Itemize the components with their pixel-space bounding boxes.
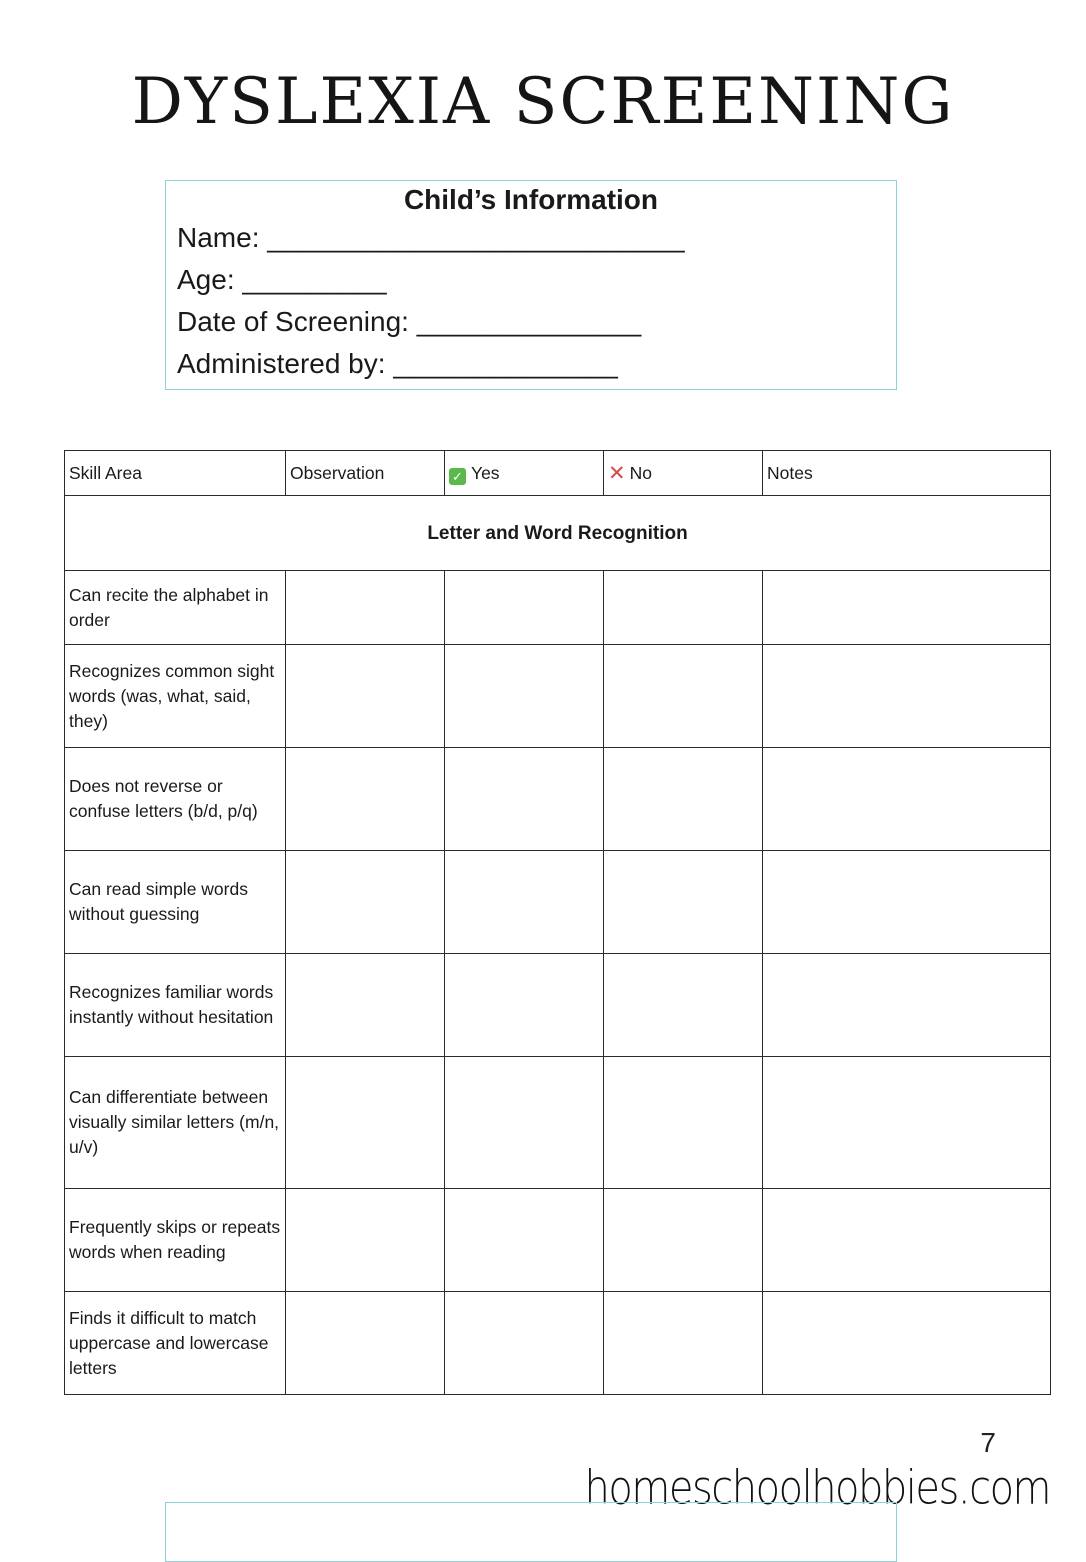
yes-cell[interactable]	[445, 748, 604, 851]
yes-cell[interactable]	[445, 954, 604, 1057]
skill-cell: Recognizes familiar words instantly without hesitation	[65, 954, 286, 1057]
date-blank[interactable]: ______________	[416, 306, 642, 337]
notes-cell[interactable]	[763, 1189, 1051, 1292]
yes-cell[interactable]	[445, 1189, 604, 1292]
no-cell[interactable]	[604, 645, 763, 748]
screening-table	[64, 450, 1051, 1395]
name-field[interactable]	[166, 217, 896, 259]
observation-cell[interactable]	[286, 954, 445, 1057]
no-cell[interactable]	[604, 1292, 763, 1395]
no-cell[interactable]	[604, 748, 763, 851]
header-yes-label: Yes	[471, 462, 500, 483]
section-row	[65, 496, 1051, 571]
page-number: 7	[980, 1427, 996, 1458]
header-no	[604, 451, 763, 496]
table-row	[65, 1292, 1051, 1395]
notes-cell[interactable]	[763, 1057, 1051, 1189]
no-cell[interactable]	[604, 851, 763, 954]
observation-cell[interactable]	[286, 645, 445, 748]
administered-by-field[interactable]	[166, 343, 896, 385]
no-cell[interactable]	[604, 1189, 763, 1292]
notes-cell[interactable]	[763, 851, 1051, 954]
date-field[interactable]	[166, 301, 896, 343]
table-row	[65, 851, 1051, 954]
x-mark-icon: ✕	[608, 461, 626, 485]
notes-cell[interactable]	[763, 571, 1051, 645]
yes-cell[interactable]	[445, 645, 604, 748]
skill-cell: Can differentiate between visually similar letters (m/n, u/v)	[65, 1057, 286, 1189]
header-skill-area: Skill Area	[65, 451, 286, 496]
notes-cell[interactable]	[763, 748, 1051, 851]
skill-cell: Can recite the alphabet in order	[65, 571, 286, 645]
name-label: Name:	[177, 222, 260, 253]
table-row	[65, 748, 1051, 851]
name-blank[interactable]: __________________________	[267, 222, 686, 253]
header-notes: Notes	[763, 451, 1051, 496]
header-observation: Observation	[286, 451, 445, 496]
table-row	[65, 1057, 1051, 1189]
yes-cell[interactable]	[445, 1292, 604, 1395]
administered-by-label: Administered by:	[177, 348, 386, 379]
skill-cell: Frequently skips or repeats words when reading	[65, 1189, 286, 1292]
yes-cell[interactable]	[445, 1057, 604, 1189]
child-info-box	[165, 180, 897, 390]
age-blank[interactable]: _________	[242, 264, 388, 295]
notes-cell[interactable]	[763, 645, 1051, 748]
check-mark-icon: ✓	[449, 468, 466, 485]
table-row	[65, 645, 1051, 748]
table-row	[65, 1189, 1051, 1292]
no-cell[interactable]	[604, 571, 763, 645]
observation-cell[interactable]	[286, 1189, 445, 1292]
age-label: Age:	[177, 264, 235, 295]
yes-cell[interactable]	[445, 851, 604, 954]
header-no-label: No	[629, 462, 652, 483]
next-info-box	[165, 1502, 897, 1562]
section-title: Letter and Word Recognition	[65, 496, 1051, 571]
header-yes	[445, 451, 604, 496]
notes-cell[interactable]	[763, 954, 1051, 1057]
table-row	[65, 571, 1051, 645]
skill-cell: Recognizes common sight words (was, what, said, they)	[65, 645, 286, 748]
skill-cell: Can read simple words without guessing	[65, 851, 286, 954]
observation-cell[interactable]	[286, 1292, 445, 1395]
child-info-heading: Child’s Information	[403, 184, 659, 215]
table-row	[65, 954, 1051, 1057]
date-label: Date of Screening:	[177, 306, 409, 337]
table-header-row	[65, 451, 1051, 496]
observation-cell[interactable]	[286, 1057, 445, 1189]
age-field[interactable]	[166, 259, 896, 301]
page-title: DYSLEXIA SCREENING	[131, 65, 955, 139]
no-cell[interactable]	[604, 1057, 763, 1189]
yes-cell[interactable]	[445, 571, 604, 645]
site-logo: homeschoolhobbies.com	[584, 1462, 1050, 1515]
observation-cell[interactable]	[286, 748, 445, 851]
skill-cell: Does not reverse or confuse letters (b/d, p/q)	[65, 748, 286, 851]
no-cell[interactable]	[604, 954, 763, 1057]
observation-cell[interactable]	[286, 851, 445, 954]
skill-cell: Finds it difficult to match uppercase and lowercase letters	[65, 1292, 286, 1395]
notes-cell[interactable]	[763, 1292, 1051, 1395]
administered-by-blank[interactable]: ______________	[393, 348, 619, 379]
observation-cell[interactable]	[286, 571, 445, 645]
